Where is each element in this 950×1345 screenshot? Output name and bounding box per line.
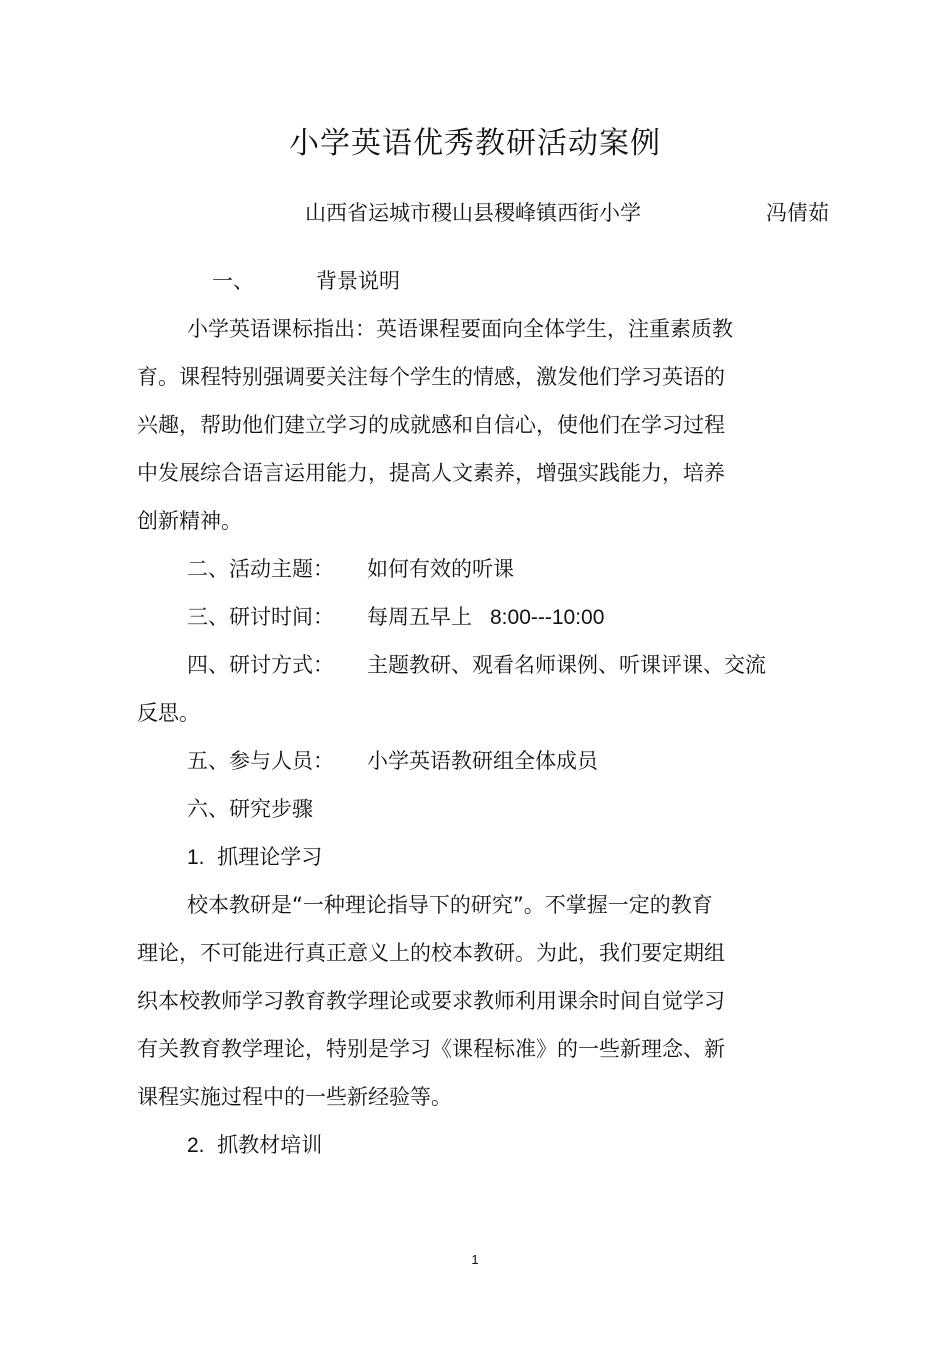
page-number: 1 <box>471 1252 479 1267</box>
author-name: 冯倩茹 <box>766 201 829 225</box>
section5-label: 五、参与人员： <box>187 749 334 773</box>
document-title: 小学英语优秀教研活动案例 <box>289 126 661 161</box>
section4-label: 四、研讨方式： <box>187 653 334 677</box>
paragraph-line: 理论，不可能进行真正意义上的校本教研。为此，我们要定期组 <box>137 941 725 965</box>
step1-title: 抓理论学习 <box>217 845 323 869</box>
paragraph-line: 有关教育教学理论，特别是学习《课程标准》的一些新理念、新 <box>137 1037 725 1061</box>
paragraph-line: 织本校教师学习教育教学理论或要求教师利用课余时间自觉学习 <box>137 989 725 1013</box>
section4-value: 主题教研、观看名师课例、听课评课、交流 <box>367 653 766 677</box>
paragraph-line: 小学英语课标指出：英语课程要面向全体学生，注重素质教 <box>187 317 733 341</box>
section4-row <box>187 648 867 682</box>
paragraph-line: 中发展综合语言运用能力，提高人文素养，增强实践能力，培养 <box>137 461 725 485</box>
section3-row <box>187 600 867 634</box>
section3-time: 8:00---10:00 <box>490 606 605 629</box>
step1-number: 1. <box>187 846 205 869</box>
step1-heading <box>187 840 867 875</box>
paragraph-line: 创新精神。 <box>137 509 242 533</box>
section6-heading: 六、研究步骤 <box>187 797 313 821</box>
section5-row <box>187 744 867 778</box>
section2-value: 如何有效的听课 <box>367 557 514 581</box>
section2-row <box>187 552 867 586</box>
step2-title: 抓教材培训 <box>217 1133 323 1157</box>
section4-continuation: 反思。 <box>137 701 200 725</box>
step2-heading <box>187 1128 867 1163</box>
section1-number: 一、 <box>212 269 254 293</box>
author-line <box>0 196 950 230</box>
section3-label: 三、研讨时间： <box>187 605 334 629</box>
section1-heading: 背景说明 <box>316 269 400 293</box>
section2-label: 二、活动主题： <box>187 557 334 581</box>
step2-number: 2. <box>187 1134 205 1157</box>
section3-value: 每周五早上 <box>367 605 472 629</box>
section3-value-row <box>367 600 604 635</box>
paragraph-line: 课程实施过程中的一些新经验等。 <box>137 1085 452 1109</box>
paragraph-line: 兴趣，帮助他们建立学习的成就感和自信心，使他们在学习过程 <box>137 413 725 437</box>
paragraph-line: 校本教研是“一种理论指导下的研究”。不掌握一定的教育 <box>187 893 713 917</box>
author-school: 山西省运城市稷山县稷峰镇西街小学 <box>305 201 641 225</box>
paragraph-line: 育。课程特别强调要关注每个学生的情感，激发他们学习英语的 <box>137 365 725 389</box>
section5-value: 小学英语教研组全体成员 <box>367 749 598 773</box>
